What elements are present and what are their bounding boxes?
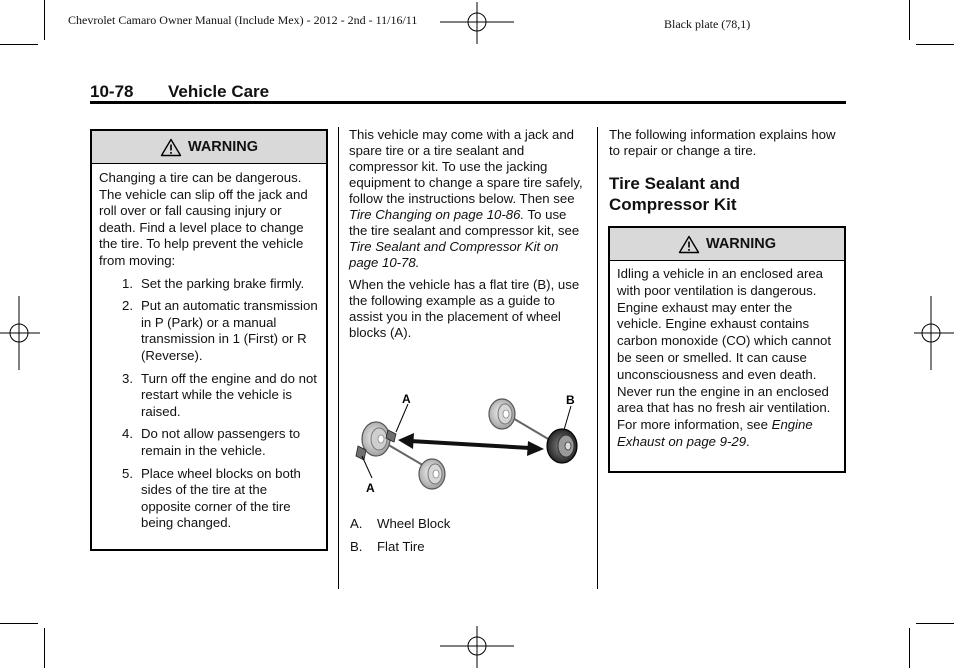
figure-legend	[350, 516, 586, 562]
registration-mark-left	[0, 296, 40, 370]
document-title: Chevrolet Camaro Owner Manual (Include Mex) - 2012 - 2nd - 11/16/11	[68, 13, 418, 27]
list-item	[99, 276, 318, 293]
label-a: A	[402, 392, 411, 406]
paragraph-jack-info	[349, 127, 585, 271]
column-2-text	[349, 127, 585, 347]
text: This vehicle may come with a jack and spare tire or a tire sealant and compressor kit. To use the jacking equipment to change a spare tire safely, follow the instructions below. Then see	[349, 127, 583, 206]
step-text: Place wheel blocks on both sides of the tire at the opposite corner of the tire being changed.	[141, 465, 301, 531]
warning-box	[90, 129, 328, 551]
rear-right-tire	[419, 459, 445, 489]
front-left-tire	[489, 399, 515, 429]
label-b: B	[566, 393, 575, 407]
step-number: 2.	[122, 298, 133, 314]
legend-key: B.	[350, 539, 363, 554]
registration-mark-bottom	[440, 626, 514, 668]
warning-intro: Changing a tire can be dangerous. The vehicle can slip off the jack and roll over or fall causing injury or death. Find a level place to change the tire. To help prevent the vehicle from moving:	[99, 170, 308, 268]
warning-steps	[99, 276, 318, 532]
warning-body	[92, 164, 326, 544]
warning-label: WARNING	[705, 236, 777, 252]
column-divider	[597, 127, 598, 589]
step-number: 1.	[122, 275, 133, 291]
cross-reference-link[interactable]: Engine Exhaust on page 9-29	[617, 417, 813, 449]
warning-box	[608, 226, 846, 473]
registration-mark-top	[440, 2, 514, 44]
crop-mark	[916, 623, 954, 624]
crop-mark	[909, 628, 910, 668]
step-text: Do not allow passengers to remain in the vehicle.	[141, 426, 301, 458]
warning-body	[610, 261, 844, 457]
crop-mark	[909, 0, 910, 40]
text: To use the tire sealant and compressor kit, see	[349, 207, 580, 238]
section-heading: Tire Sealant and Compressor Kit	[609, 174, 741, 214]
step-number: 4.	[122, 426, 133, 442]
column-3-intro: The following information explains how to repair or change a tire.	[609, 127, 836, 158]
header-rule	[90, 101, 846, 104]
wheel-block-illustration	[350, 390, 586, 500]
plate-label: Black plate (78,1)	[664, 17, 751, 31]
list-item	[99, 298, 318, 364]
step-text: Put an automatic transmission in P (Park) or a manual transmission in 1 (First) or R (Reverse).	[141, 298, 318, 363]
warning-header	[610, 228, 844, 261]
legend-key: A.	[350, 516, 363, 531]
warning-text-end: .	[746, 433, 750, 449]
list-item	[99, 466, 318, 532]
legend-item	[350, 539, 586, 555]
crop-mark	[0, 44, 38, 45]
step-text: Turn off the engine and do not restart while the vehicle is raised.	[141, 370, 317, 419]
paragraph-flat-tire: When the vehicle has a flat tire (B), use the following example as a guide to assist you in the placement of wheel blocks (A).	[349, 277, 580, 340]
label-a: A	[366, 481, 375, 495]
legend-text: Flat Tire	[377, 539, 425, 554]
step-text: Set the parking brake firmly.	[141, 275, 305, 291]
cross-reference-link[interactable]: Tire Sealant and Compressor Kit on page 10-78.	[349, 239, 559, 270]
warning-header	[92, 131, 326, 164]
legend-text: Wheel Block	[377, 516, 451, 531]
crop-mark	[0, 623, 38, 624]
warning-triangle-icon	[678, 235, 700, 254]
cross-reference-link[interactable]: Tire Changing on page 10-86.	[349, 207, 525, 222]
page-number: 10-78	[90, 82, 134, 101]
step-number: 3.	[122, 370, 133, 386]
list-item	[99, 426, 318, 459]
warning-label: WARNING	[187, 139, 259, 155]
section-header	[90, 82, 269, 102]
warning-triangle-icon	[160, 138, 182, 157]
step-number: 5.	[122, 465, 133, 481]
flat-tire	[547, 429, 577, 463]
warning-text: Idling a vehicle in an enclosed area with poor ventilation is dangerous. Engine exhaust may enter the vehicle. Engine exhaust contains carbon monoxide (CO) which cannot be seen or smelled. It can cause unconsciousness and even death. Never run the engine in an enclosed area that has no fresh air ventilation. For more information, see	[617, 266, 832, 433]
column-divider	[338, 127, 339, 589]
crop-mark	[44, 0, 45, 40]
registration-mark-right	[914, 296, 954, 370]
list-item	[99, 371, 318, 421]
crop-mark	[44, 628, 45, 668]
diagonal-arrow	[398, 433, 544, 456]
section-title: Vehicle Care	[168, 82, 270, 101]
crop-mark	[916, 44, 954, 45]
legend-item	[350, 516, 586, 532]
